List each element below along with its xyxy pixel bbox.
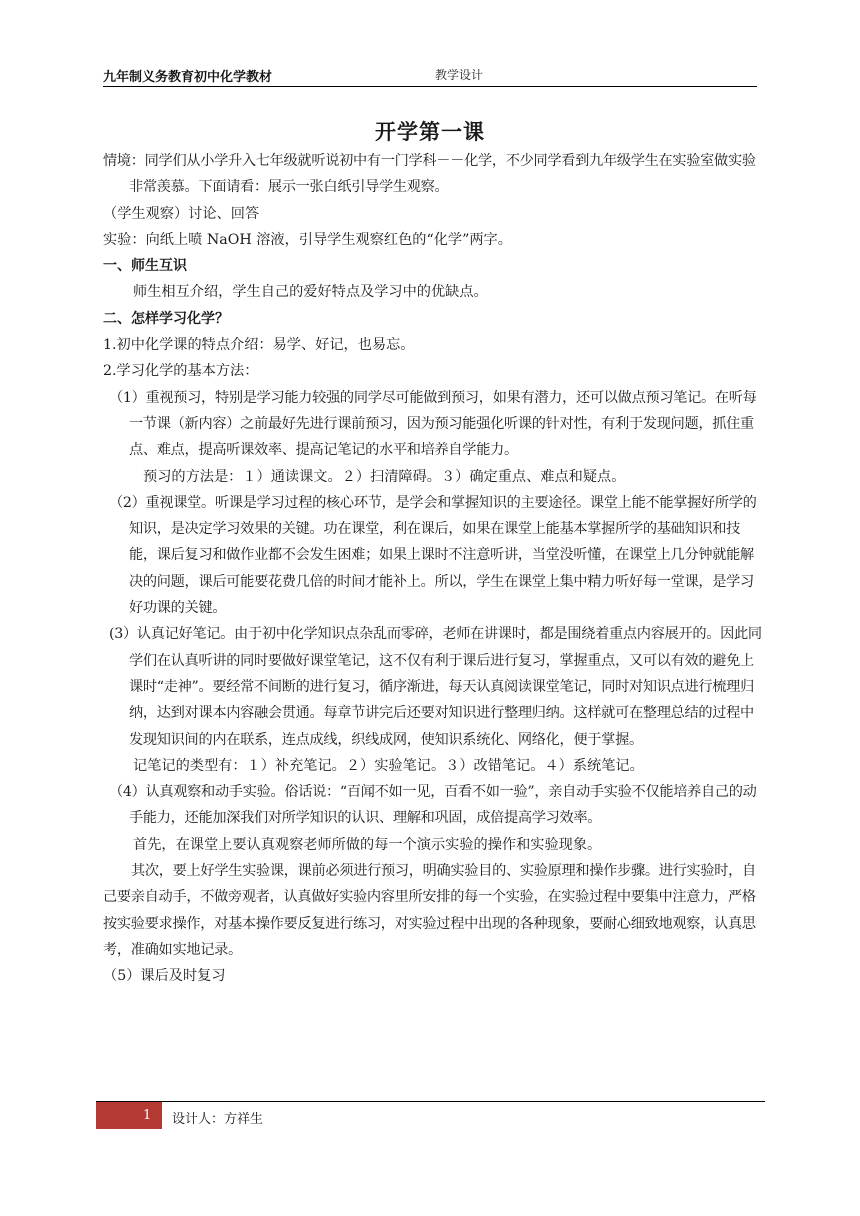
experiment-line: 实验：向纸上喷 NaOH 溶液，引导学生观察红色的“化学”两字。 xyxy=(103,231,512,248)
page-number: 1 xyxy=(143,1108,152,1123)
basic-methods: 2.学习化学的基本方法： xyxy=(103,363,259,380)
section-heading-1: 一、师生互识 xyxy=(103,258,187,275)
document-type: 教学设计 xyxy=(435,68,484,82)
page-number-badge xyxy=(96,1102,162,1129)
method-review: （5）课后及时复习 xyxy=(103,968,226,985)
page-title: 开学第一课 xyxy=(375,120,485,144)
textbook-name: 九年制义务教育初中化学教材 xyxy=(103,70,273,85)
experiment-second: 其次，要上好学生实验课，课前必须进行预习，明确实验目的、实验原理和操作步骤。进行实验时，自己要亲自动手，不做旁观者，认真做好实验内容里所安排的每一个实验，在实验过程中要集中注意力，严格按实验要求操作，对基本操作要反复进行练习，对实验过程中出现的各种现象，要耐心细致地观察，认真思考，准确如实地记录。 xyxy=(103,863,756,958)
footer-divider xyxy=(96,1101,765,1102)
intro-scenario: 情境：同学们从小学升入七年级就听说初中有一门学科－－化学，不少同学看到九年级学生在实验室做实验非常羡慕。下面请看：展示一张白纸引导学生观察。 xyxy=(103,153,756,196)
note-types: 记笔记的类型有：１）补充笔记。２）实验笔记。３）改错笔记。４）系统笔记。 xyxy=(133,757,644,774)
method-classroom: （2）重视课堂。听课是学习过程的核心环节，是学会和掌握知识的主要途径。课堂上能不能掌握好所学的知识，是决定学习效果的关键。功在课堂，利在课后，如果在课堂上能基本掌握所学的基础知识和技能，课后复习和做作业都不会发生困难；如果上课时不注意听讲，当堂没听懂，在课堂上几分钟就能解决的问题，课后可能要花费几倍的时间才能补上。所以，学生在课堂上集中精力听好每一堂课，是学习好功课的关键。 xyxy=(109,494,757,617)
page-header xyxy=(103,64,757,87)
document-body xyxy=(103,148,763,990)
course-features: 1.初中化学课的特点介绍：易学、好记，也易忘。 xyxy=(103,337,415,354)
student-observation: （学生观察）讨论、回答 xyxy=(103,205,260,222)
experiment-first: 首先，在课堂上要认真观察老师所做的每一个演示实验的操作和实验现象。 xyxy=(133,836,602,853)
method-notes: (3）认真记好笔记。由于初中化学知识点杂乱而零碎，老师在讲课时，都是围绕着重点内容展开的。因此同学们在认真听讲的同时要做好课堂笔记，这不仅有利于课后进行复习，掌握重点，又可以有效的避免上课时“走神”。要经常不间断的进行复习，循序渐进，每天认真阅读课堂笔记，同时对知识点进行梳理归纳，达到对课本内容融会贯通。每章节讲完后还要对知识进行整理归纳。这样就可在整理总结的过程中发现知识间的内在联系，连点成线，织线成网，使知识系统化、网络化，便于掌握。 xyxy=(109,626,762,748)
designer-credit: 设计人：方祥生 xyxy=(172,1112,264,1127)
method-preview: （1）重视预习，特别是学习能力较强的同学尽可能做到预习，如果有潜力，还可以做点预习笔记。在听每一节课（新内容）之前最好先进行课前预习，因为预习能强化听课的针对性，有利于发现问题，抓住重点、难点，提高听课效率、提高记笔记的水平和培养自学能力。 xyxy=(109,389,757,459)
preview-steps: 预习的方法是：１）通读课文。２）扫清障碍。３）确定重点、难点和疑点。 xyxy=(143,468,626,485)
method-experiment: （4）认真观察和动手实验。俗话说：“百闻不如一见，百看不如一验”，亲自动手实验不仅能培养自己的动手能力，还能加深我们对所学知识的认识、理解和巩固，成倍提高学习效率。 xyxy=(109,784,757,827)
section-heading-2: 二、怎样学习化学？ xyxy=(103,310,229,327)
mutual-introduction: 师生相互介绍，学生自己的爱好特点及学习中的优缺点。 xyxy=(133,284,488,301)
